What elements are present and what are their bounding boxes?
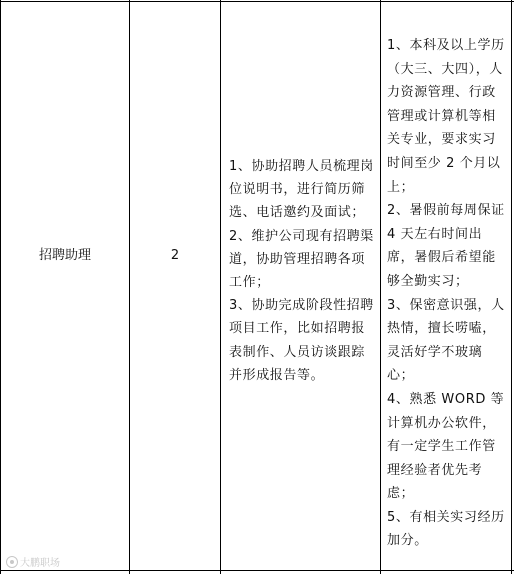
table-border-left <box>0 0 1 574</box>
requirement-item: 5、有相关实习经历加分。 <box>387 509 505 549</box>
requirement-item: 2、暑假前每周保证 4 天左右时间出席，暑假后希望能够全勤实习； <box>387 203 505 289</box>
headcount-cell: 2 <box>170 248 180 263</box>
table-border-top <box>0 1 514 2</box>
requirements-cell <box>387 34 509 553</box>
position-cell: 招聘助理 <box>38 248 91 263</box>
watermark-logo-icon <box>6 556 18 568</box>
column-divider-3 <box>380 0 381 574</box>
requirement-item: 4、熟悉 WORD 等计算机办公软件，有一定学生工作管理经验者优先考虑； <box>387 391 505 502</box>
requirement-item: 3、保密意识强，人热情，擅长唠嗑，灵活好学不玻璃心； <box>387 297 505 384</box>
column-divider-2 <box>220 0 221 574</box>
requirement-item: 1、本科及以上学历（大三、大四），人力资源管理、行政管理或计算机等相关专业，要求实习时间至少 2 个月以上； <box>387 38 505 195</box>
table-border-bottom <box>0 570 514 571</box>
duty-item: 3、协助完成阶段性招聘项目工作，比如招聘报表制作、人员访谈跟踪并形成报告等。 <box>229 298 374 383</box>
duty-item: 2、维护公司现有招聘渠道，协助管理招聘各项工作； <box>229 228 374 291</box>
duties-cell <box>229 155 375 387</box>
watermark <box>6 554 60 569</box>
watermark-text: 大鹏职场 <box>20 558 60 569</box>
duty-item: 1、协助招聘人员梳理岗位说明书，进行简历筛选、电话邀约及面试； <box>229 159 374 221</box>
table-border-right <box>511 0 512 574</box>
column-divider-1 <box>129 0 130 574</box>
